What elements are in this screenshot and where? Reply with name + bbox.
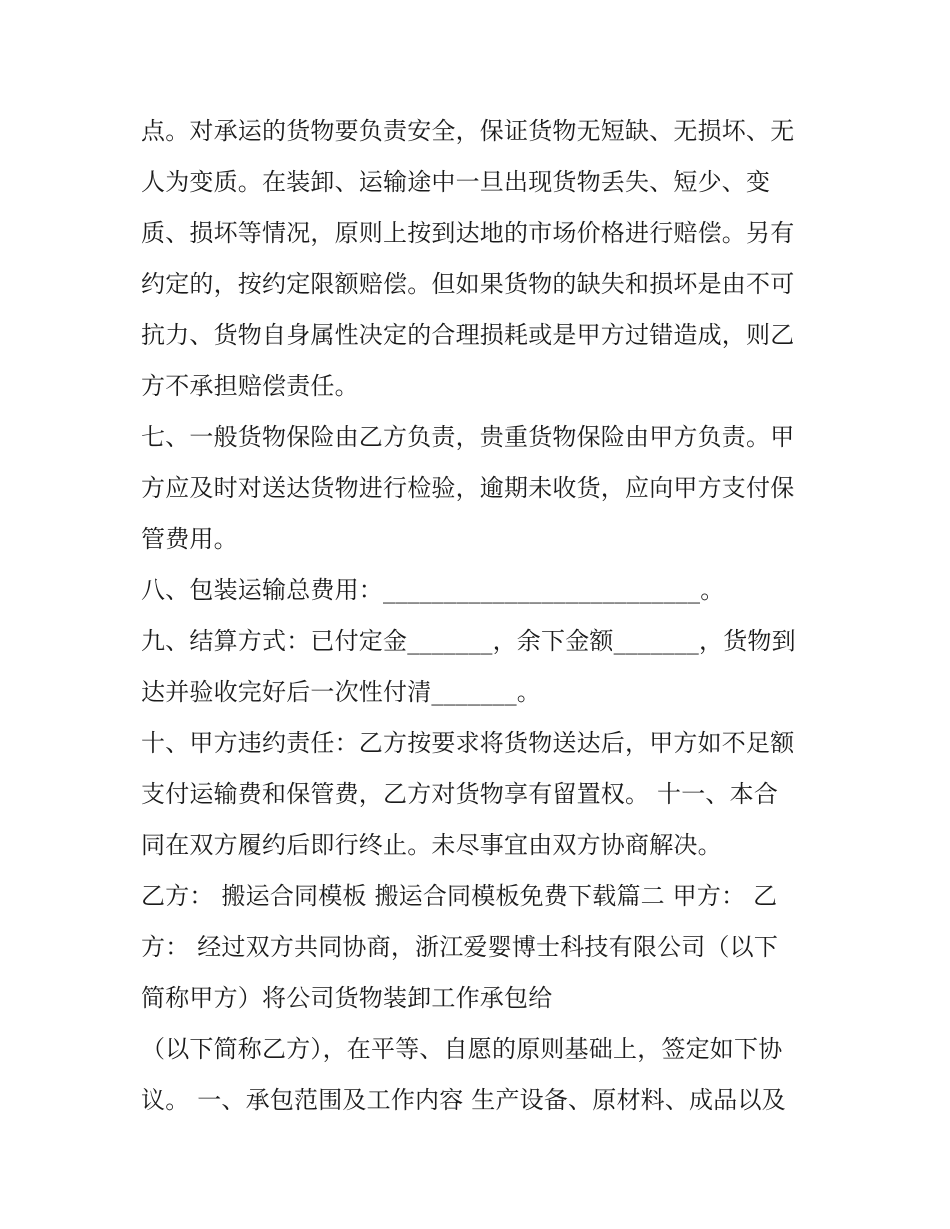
text-line: 九、结算方式：已付定金_______，余下金额_______，货物到 xyxy=(141,627,796,655)
text-line: 议。 一、承包范围及工作内容 生产设备、原材料、成品以及 xyxy=(141,1086,786,1114)
text-line: 七、一般货物保险由乙方负责，贵重货物保险由甲方负责。甲 xyxy=(141,423,795,451)
text-line: 十、甲方违约责任：乙方按要求将货物送达后，甲方如不足额 xyxy=(141,729,795,757)
text-line: 人为变质。在装卸、运输途中一旦出现货物丢失、短少、变 xyxy=(141,168,771,196)
text-line: 同在双方履约后即行终止。未尽事宜由双方协商解决。 xyxy=(141,831,722,859)
text-line: 方应及时对送达货物进行检验，逾期未收货，应向甲方支付保 xyxy=(141,474,795,502)
text-line: 管费用。 xyxy=(141,525,238,553)
text-line: （以下简称乙方），在平等、自愿的原则基础上，签定如下协 xyxy=(141,1035,783,1063)
text-line: 方： 经过双方共同协商，浙江爱婴博士科技有限公司（以下 xyxy=(141,933,779,961)
text-line: 方不承担赔偿责任。 xyxy=(141,372,359,400)
text-line: 简称甲方）将公司货物装卸工作承包给 xyxy=(141,984,553,1012)
text-line: 抗力、货物自身属性决定的合理损耗或是甲方过错造成，则乙 xyxy=(141,321,795,349)
text-line: 点。对承运的货物要负责安全，保证货物无短缺、无损坏、无 xyxy=(141,117,795,145)
text-line: 八、包装运输总费用：__________________________。 xyxy=(141,576,725,604)
text-line: 乙方： 搬运合同模板 搬运合同模板免费下载篇二 甲方： 乙 xyxy=(141,882,778,910)
text-line: 质、损坏等情况，原则上按到达地的市场价格进行赔偿。另有 xyxy=(141,219,795,247)
document-body xyxy=(141,106,821,1126)
text-line: 达并验收完好后一次性付清_______。 xyxy=(141,678,541,706)
text-line: 约定的，按约定限额赔偿。但如果货物的缺失和损坏是由不可 xyxy=(141,270,795,298)
text-line: 支付运输费和保管费，乙方对货物享有留置权。 十一、本合 xyxy=(141,780,779,808)
